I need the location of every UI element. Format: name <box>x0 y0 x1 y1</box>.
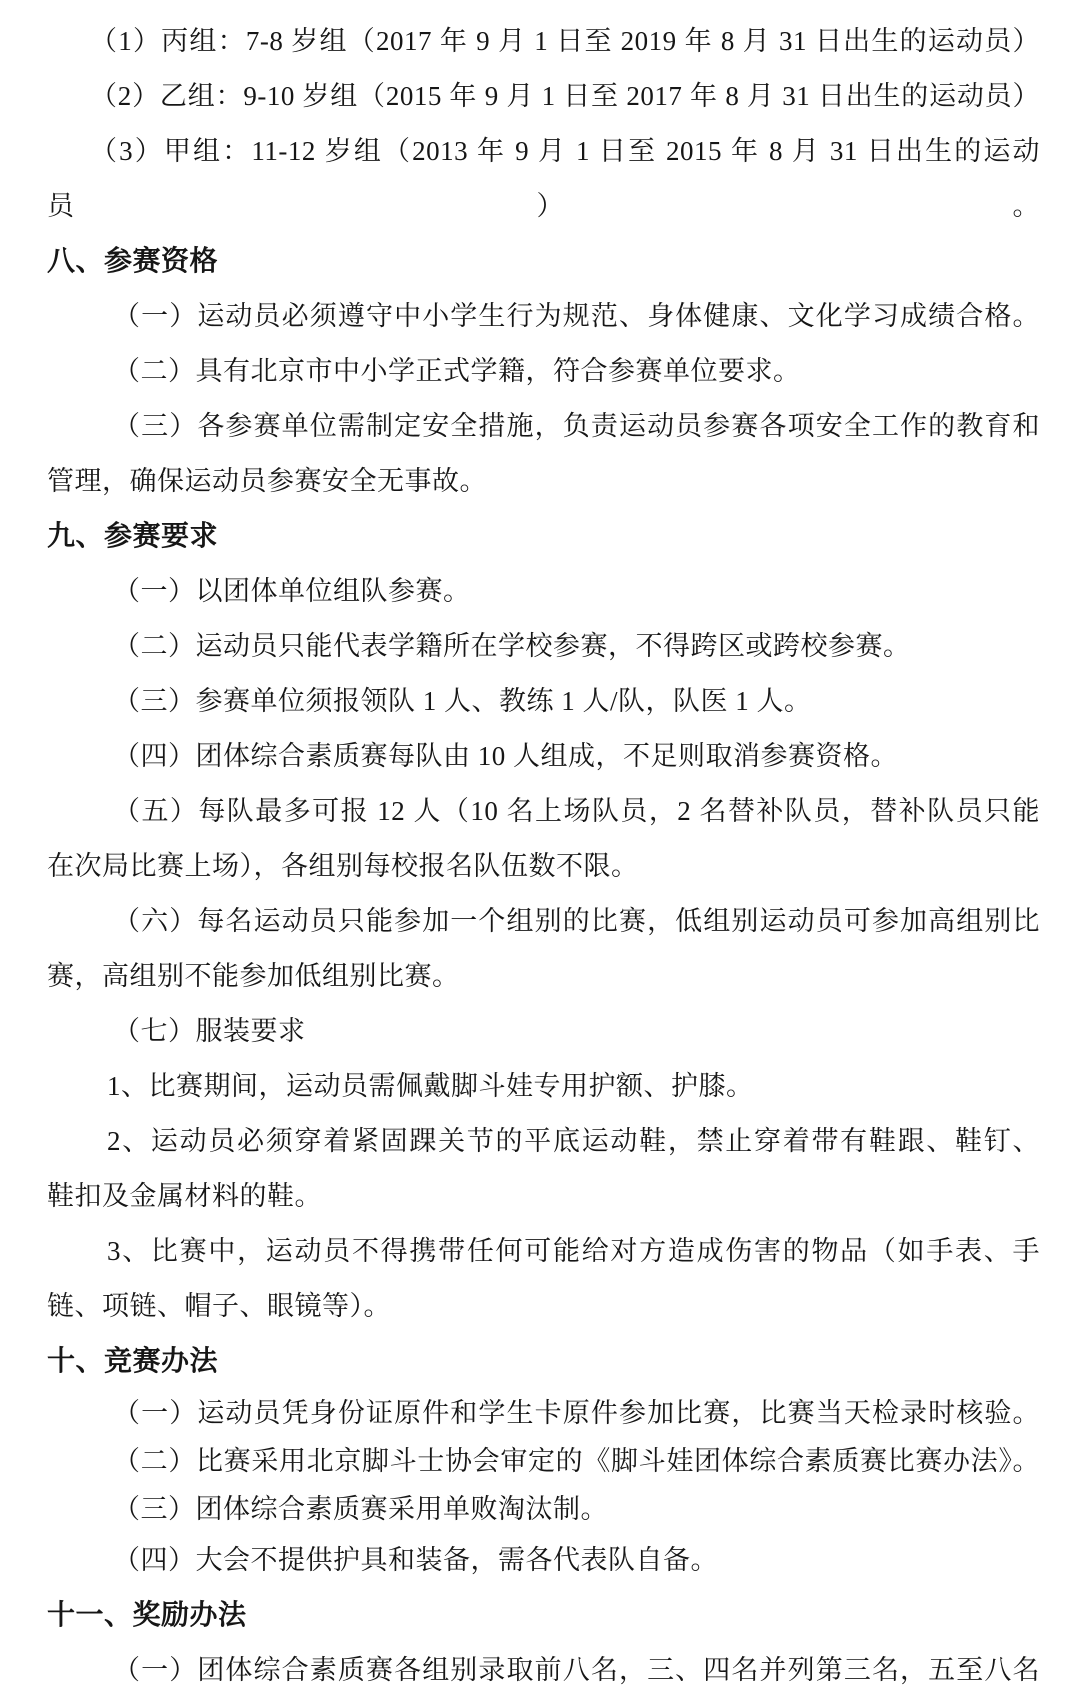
eligibility-item-2: （二）具有北京市中小学正式学籍，符合参赛单位要求。 <box>113 356 801 386</box>
method-item-3: （三）团体综合素质赛采用单败淘汰制。 <box>113 1494 608 1524</box>
requirement-item-6-line-2: 赛，高组别不能参加低组别比赛。 <box>47 961 460 991</box>
eligibility-item-3-line-1: （三）各参赛单位需制定安全措施，负责运动员参赛各项安全工作的教育和 <box>113 411 1040 441</box>
dress-rule-3-line-1: 3、比赛中，运动员不得携带任何可能给对方造成伤害的物品（如手表、手 <box>107 1236 1040 1266</box>
section-9-heading: 九、参赛要求 <box>47 521 219 552</box>
requirement-item-7-dress-code: （七）服装要求 <box>113 1016 306 1046</box>
section-11-heading: 十一、奖励办法 <box>47 1600 247 1631</box>
eligibility-item-3-line-2: 管理，确保运动员参赛安全无事故。 <box>47 466 487 496</box>
requirement-item-5-line-2: 在次局比赛上场），各组别每校报名队伍数不限。 <box>47 851 639 881</box>
eligibility-item-1: （一）运动员必须遵守中小学生行为规范、身体健康、文化学习成绩合格。 <box>113 301 1040 331</box>
requirement-item-3: （三）参赛单位须报领队 1 人、教练 1 人/队，队医 1 人。 <box>113 686 812 716</box>
age-group-a-line: （3）甲组：11-12 岁组（2013 年 9 月 1 日至 2015 年 8 月 31 日出生的运动员）。 <box>47 136 1040 221</box>
dress-rule-1: 1、比赛期间，运动员需佩戴脚斗娃专用护额、护膝。 <box>107 1071 754 1101</box>
requirement-item-2: （二）运动员只能代表学籍所在学校参赛，不得跨区或跨校参赛。 <box>113 631 911 661</box>
requirement-item-1: （一）以团体单位组队参赛。 <box>113 576 471 606</box>
section-8-heading: 八、参赛资格 <box>47 246 219 277</box>
award-item-1-line-1: （一）团体综合素质赛各组别录取前八名，三、四名并列第三名，五至八名 <box>113 1655 1040 1685</box>
method-item-4: （四）大会不提供护具和装备，需各代表队自备。 <box>113 1545 718 1575</box>
method-item-2: （二）比赛采用北京脚斗士协会审定的《脚斗娃团体综合素质赛比赛办法》。 <box>113 1446 1040 1476</box>
dress-rule-2-line-1: 2、运动员必须穿着紧固踝关节的平底运动鞋，禁止穿着带有鞋跟、鞋钉、 <box>107 1126 1040 1156</box>
requirement-item-5-line-1: （五）每队最多可报 12 人（10 名上场队员，2 名替补队员，替补队员只能 <box>113 796 1040 826</box>
requirement-item-6-line-1: （六）每名运动员只能参加一个组别的比赛，低组别运动员可参加高组别比 <box>113 906 1040 936</box>
method-item-1: （一）运动员凭身份证原件和学生卡原件参加比赛，比赛当天检录时核验。 <box>113 1398 1040 1428</box>
section-10-heading: 十、竞赛办法 <box>47 1346 219 1377</box>
requirement-item-4: （四）团体综合素质赛每队由 10 人组成，不足则取消参赛资格。 <box>113 741 898 771</box>
dress-rule-3-line-2: 链、项链、帽子、眼镜等）。 <box>47 1291 391 1321</box>
dress-rule-2-line-2: 鞋扣及金属材料的鞋。 <box>47 1181 322 1211</box>
age-group-b-line: （2）乙组：9-10 岁组（2015 年 9 月 1 日至 2017 年 8 月 31 日出生的运动员） <box>90 81 1040 111</box>
age-group-c-line: （1）丙组：7-8 岁组（2017 年 9 月 1 日至 2019 年 8 月 31 日出生的运动员） <box>90 26 1040 56</box>
